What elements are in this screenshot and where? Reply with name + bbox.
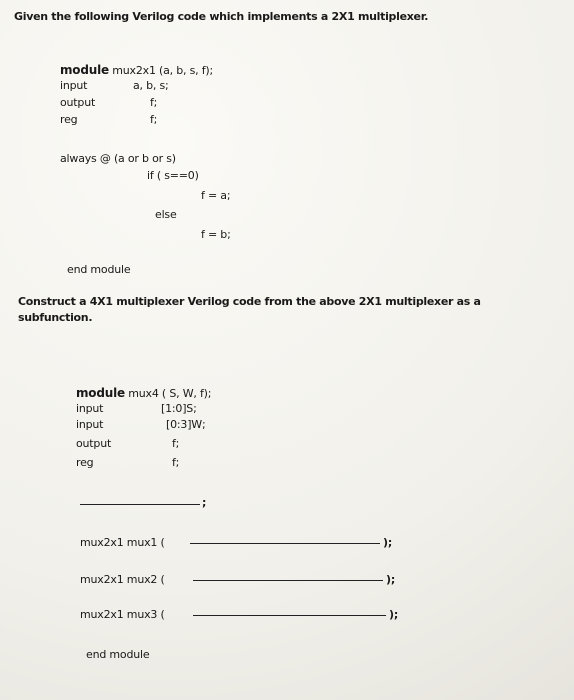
mux2-else-keyword: else — [155, 208, 177, 221]
blank-declaration-semicolon: ; — [202, 496, 207, 509]
mux2-assign-a: f = a; — [201, 189, 231, 202]
mux2-always-line: always @ (a or b or s) — [60, 152, 176, 165]
mux1-instance-end: ); — [383, 536, 393, 549]
mux2-input-vars: a, b, s; — [133, 79, 169, 92]
mux4-input1-keyword: input — [76, 402, 104, 415]
mux4-reg-vars: f; — [172, 456, 180, 469]
mux2-reg-keyword: reg — [60, 113, 78, 126]
mux2-instance-end: ); — [386, 573, 396, 586]
mux2-module-line — [60, 63, 213, 77]
mux2-output-keyword: output — [60, 96, 96, 109]
mux2-end-module: end module — [67, 263, 131, 276]
instruction-line-1: Construct a 4X1 multiplexer Verilog code from the above 2X1 multiplexer as a — [18, 295, 481, 308]
mux4-end-module: end module — [86, 648, 150, 661]
mux1-instance-blank — [190, 543, 380, 544]
mux2-input-keyword: input — [60, 79, 88, 92]
mux4-input2-keyword: input — [76, 418, 104, 431]
mux4-reg-keyword: reg — [76, 456, 94, 469]
mux2-instance-blank — [193, 580, 383, 581]
mux2-instance-label: mux2x1 mux2 ( — [80, 573, 165, 586]
question-text: Given the following Verilog code which implements a 2X1 multiplexer. — [14, 10, 429, 23]
mux1-instance-label: mux2x1 mux1 ( — [80, 536, 165, 549]
mux4-output-keyword: output — [76, 437, 112, 450]
blank-declaration-line — [80, 504, 200, 505]
mux4-input2-vars: [0:3]W; — [166, 418, 206, 431]
mux4-module-line — [76, 386, 211, 400]
instruction-line-2: subfunction. — [18, 311, 93, 324]
mux4-output-vars: f; — [172, 437, 180, 450]
mux4-input1-vars: [1:0]S; — [161, 402, 197, 415]
mux3-instance-end: ); — [389, 608, 399, 621]
mux3-instance-blank — [193, 615, 386, 616]
mux2-assign-b: f = b; — [201, 228, 231, 241]
mux2-reg-vars: f; — [150, 113, 158, 126]
module-keyword: module — [76, 386, 125, 400]
module-signature: mux4 ( S, W, f); — [128, 387, 212, 400]
mux2-if-line: if ( s==0) — [147, 169, 199, 182]
mux2-output-vars: f; — [150, 96, 158, 109]
mux3-instance-label: mux2x1 mux3 ( — [80, 608, 165, 621]
module-signature: mux2x1 (a, b, s, f); — [112, 64, 214, 77]
module-keyword: module — [60, 63, 109, 77]
